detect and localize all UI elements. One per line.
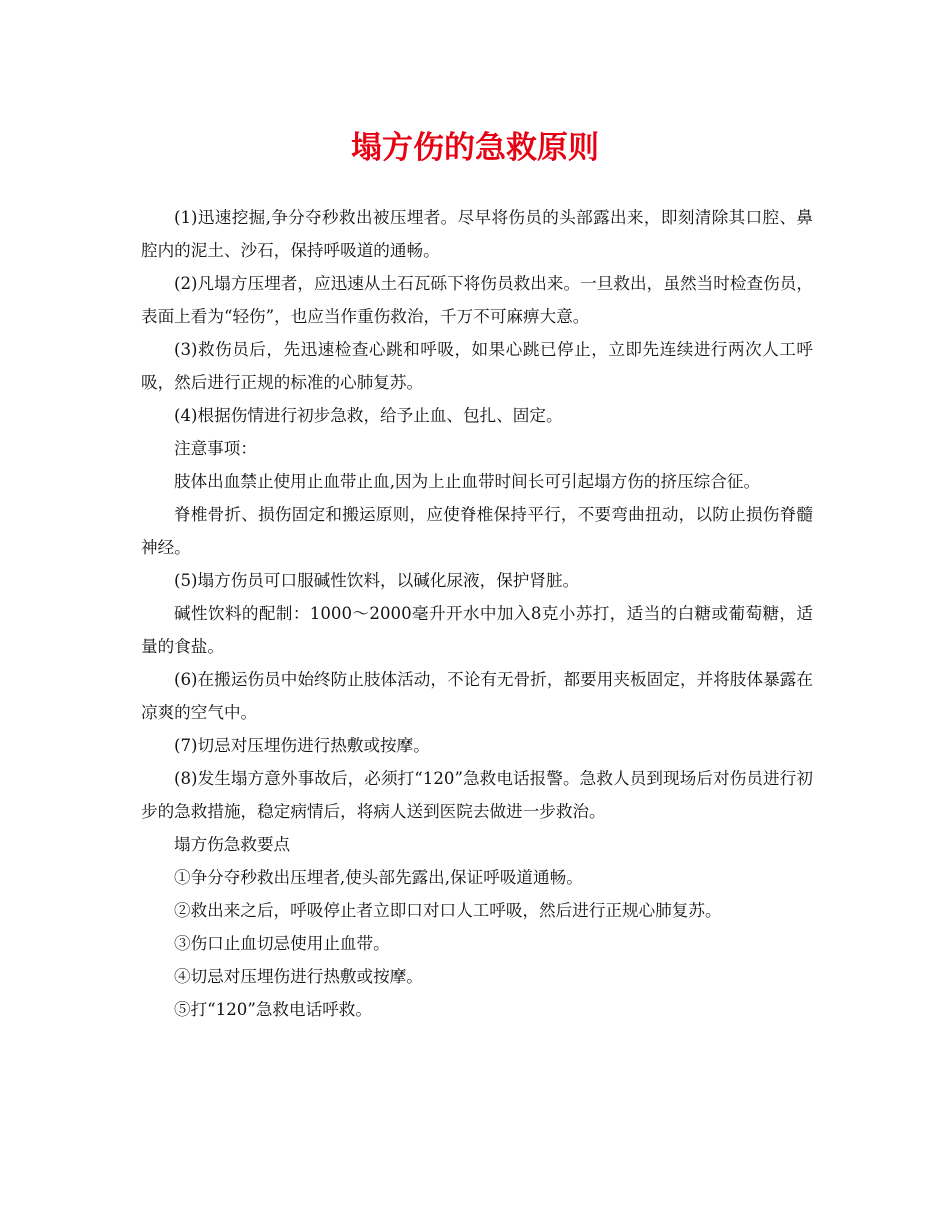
paragraph-3: (3)救伤员后，先迅速检查心跳和呼吸，如果心跳已停止，立即先连续进行两次人工呼吸，然后进行正规的标准的心肺复苏。	[141, 340, 813, 392]
paragraph-1: (1)迅速挖掘,争分夺秒救出被压埋者。尽早将伤员的头部露出来，即刻清除其口腔、鼻腔内的泥土、沙石，保持呼吸道的通畅。	[141, 208, 813, 260]
paragraph-6: 肢体出血禁止使用止血带止血,因为上止血带时间长可引起塌方伤的挤压综合征。	[174, 472, 761, 491]
paragraph-4: (4)根据伤情进行初步急救，给予止血、包扎、固定。	[174, 406, 563, 425]
paragraph-10: (6)在搬运伤员中始终防止肢体活动，不论有无骨折，都要用夹板固定，并将肢体暴露在凉爽的空气中。	[141, 670, 813, 722]
paragraph-8: (5)塌方伤员可口服碱性饮料，以碱化尿液，保护肾脏。	[174, 571, 580, 590]
key-point-5: ⑤打“120”急救电话呼救。	[174, 1000, 372, 1019]
notes-heading: 注意事项：	[174, 439, 257, 458]
key-point-4: ④切忌对压埋伤进行热敷或按摩。	[174, 967, 423, 986]
paragraph-7: 脊椎骨折、损伤固定和搬运原则，应使脊椎保持平行，不要弯曲扭动，以防止损伤脊髓神经。	[141, 505, 813, 557]
paragraph-9: 碱性饮料的配制：1000～2000毫升开水中加入8克小苏打，适当的白糖或葡萄糖，适量的食盐。	[141, 604, 813, 656]
page-title: 塌方伤的急救原则	[351, 130, 599, 166]
document-body	[141, 201, 813, 1026]
key-point-3: ③伤口止血切忌使用止血带。	[174, 934, 390, 953]
paragraph-2: (2)凡塌方压埋者，应迅速从土石瓦砾下将伤员救出来。一旦救出，虽然当时检查伤员，表面上看为“轻伤”，也应当作重伤救治，千万不可麻痹大意。	[141, 274, 813, 326]
key-point-1: ①争分夺秒救出压埋者,使头部先露出,保证呼吸道通畅。	[174, 868, 583, 887]
paragraph-12: (8)发生塌方意外事故后，必须打“120”急救电话报警。急救人员到现场后对伤员进行初步的急救措施，稳定病情后，将病人送到医院去做进一步救治。	[141, 769, 813, 821]
paragraph-11: (7)切忌对压埋伤进行热敷或按摩。	[174, 736, 430, 755]
key-point-2: ②救出来之后，呼吸停止者立即口对口人工呼吸，然后进行正规心肺复苏。	[174, 901, 722, 920]
key-points-heading: 塌方伤急救要点	[174, 835, 291, 854]
